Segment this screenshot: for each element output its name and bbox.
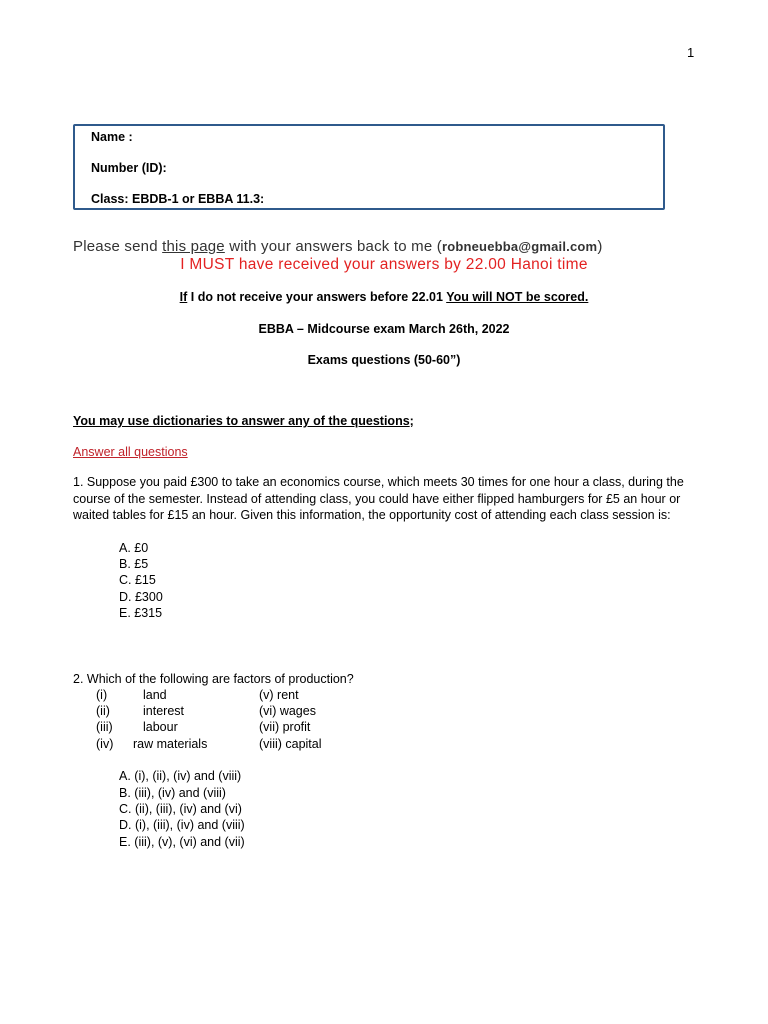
send-suffix: )	[597, 238, 603, 255]
warning-if: If	[179, 290, 188, 304]
deadline-notice: I MUST have received your answers by 22.00 Hanoi time	[180, 256, 588, 273]
q1-option-a: A. £0	[119, 541, 149, 555]
question-2-text: 2. Which of the following are factors of production?	[73, 672, 354, 686]
q2-item-label: raw materials	[133, 737, 208, 751]
q1-option-b: B. £5	[119, 557, 149, 571]
dictionary-note	[73, 414, 414, 428]
q2-item-label: land	[143, 688, 167, 702]
q1-option-c: C. £15	[119, 573, 156, 587]
warning-end: You will NOT be scored.	[446, 290, 589, 304]
q2-item-num: (i)	[96, 688, 108, 702]
page-number: 1	[687, 45, 695, 60]
answer-all-heading: Answer all questions	[73, 445, 188, 459]
warning-middle: I do not receive your answers before 22.01	[187, 290, 447, 304]
send-instruction	[73, 238, 603, 255]
q2-item-num: (iii)	[96, 720, 113, 734]
q2-option-a: A. (i), (ii), (iv) and (viii)	[119, 769, 242, 783]
q2-item-label: labour	[143, 720, 178, 734]
this-page-link[interactable]: this page	[162, 238, 225, 255]
dictionary-semicolon: ;	[409, 414, 414, 428]
q2-item-right: (v) rent	[259, 688, 299, 702]
q1-option-d: D. £300	[119, 590, 163, 604]
exam-subtitle: Exams questions (50-60”)	[307, 353, 461, 367]
class-label: Class: EBDB-1 or EBBA 11.3:	[91, 192, 265, 206]
q2-item-right: (vii) profit	[259, 720, 311, 734]
q2-option-e: E. (iii), (v), (vi) and (vii)	[119, 835, 245, 849]
email-address[interactable]: robneuebba@gmail.com	[441, 239, 598, 254]
question-1-text: 1. Suppose you paid £300 to take an economics course, which meets 30 times for one hour a class, during the course of the semester. Instead of attending class, you could have either flipped hamburgers for £5 an hour or waited tables for £15 an hour. Given this information, the opportunity cost of attending each class session is:	[73, 475, 684, 522]
q2-item-label: interest	[143, 704, 184, 718]
q2-option-d: D. (i), (iii), (iv) and (viii)	[119, 818, 245, 832]
dictionary-note-text: You may use dictionaries to answer any of the questions	[73, 414, 410, 428]
q2-item-right: (vi) wages	[259, 704, 316, 718]
scoring-warning	[0, 290, 768, 304]
q2-option-c: C. (ii), (iii), (iv) and (vi)	[119, 802, 242, 816]
q2-item-right: (viii) capital	[259, 737, 322, 751]
q2-item-num: (iv)	[96, 737, 114, 751]
number-id-label: Number (ID):	[91, 161, 167, 175]
name-label: Name :	[91, 130, 133, 144]
q2-option-b: B. (iii), (iv) and (viii)	[119, 786, 226, 800]
send-prefix: Please send	[73, 238, 163, 255]
q1-option-e: E. £315	[119, 606, 163, 620]
exam-title: EBBA – Midcourse exam March 26th, 2022	[258, 322, 510, 336]
send-middle: with your answers back to me (	[224, 238, 442, 255]
q2-item-num: (ii)	[96, 704, 110, 718]
